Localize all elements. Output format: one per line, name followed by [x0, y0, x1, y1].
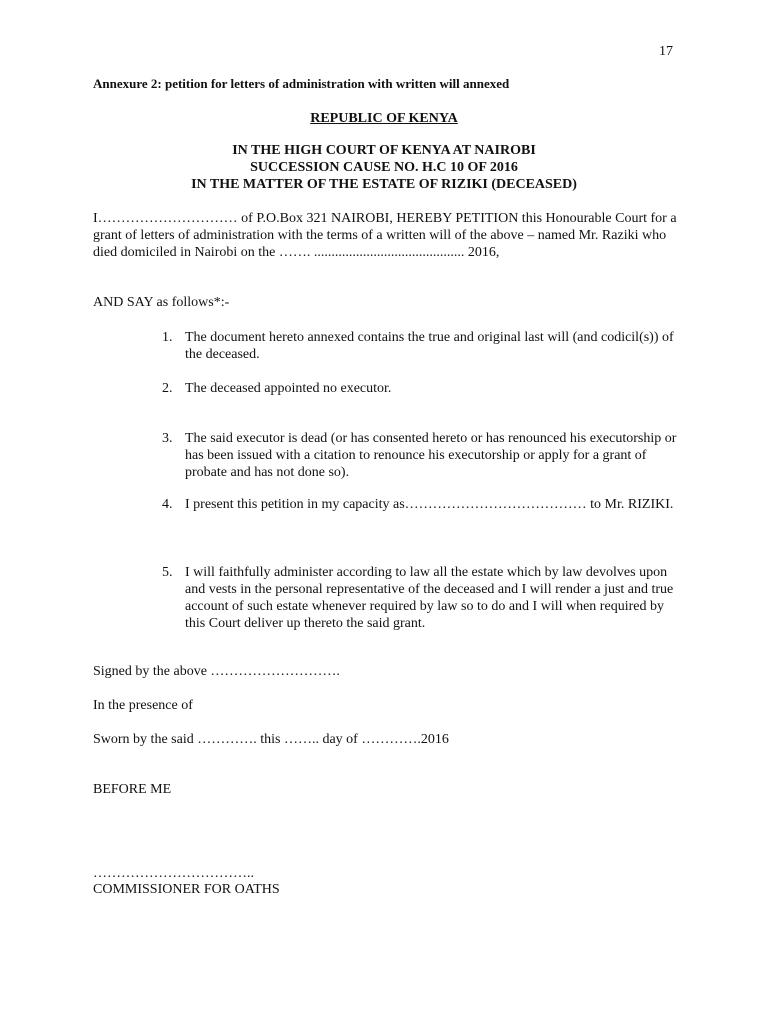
list-item-number: 4. — [162, 497, 173, 512]
list-item-text: I present this petition in my capacity as………………………………… to Mr. RIZIKI. — [185, 497, 674, 512]
list-item-number: 3. — [162, 431, 173, 446]
republic-heading: REPUBLIC OF KENYA — [310, 111, 458, 126]
commissioner-label: COMMISSIONER FOR OATHS — [93, 882, 280, 897]
list-item-text: I will faithfully administer according to law all the estate which by law devolves upon and vests in the personal representative of the deceased and I will render a just and true account of such estate whenever required by law so to do and I will when required by this Court deliver up thereto the said grant. — [185, 565, 674, 631]
petition-paragraph: I………………………… of P.O.Box 321 NAIROBI, HEREBY PETITION this Honourable Court for a grant of letters of administration with the terms of a written will of the above – named Mr. Raziki who died domiciled in Nairobi on the ……. ........................................... 2016, — [93, 211, 677, 260]
signed-line: Signed by the above ………………………. — [93, 664, 340, 679]
list-item-number: 5. — [162, 565, 173, 580]
before-me-line: BEFORE ME — [93, 782, 172, 797]
list-item-text: The deceased appointed no executor. — [185, 381, 392, 396]
succession-cause-heading: SUCCESSION CAUSE NO. H.C 10 OF 2016 — [250, 160, 518, 175]
list-item — [162, 564, 682, 632]
list-item-text: The document hereto annexed contains the true and original last will (and codicil(s)) of the deceased. — [185, 330, 674, 362]
list-item — [162, 380, 682, 397]
list-item — [162, 430, 682, 481]
annexure-title: Annexure 2: petition for letters of administration with written will annexed — [93, 76, 510, 91]
court-heading: IN THE HIGH COURT OF KENYA AT NAIROBI — [232, 143, 536, 158]
sworn-line: Sworn by the said …………. this …….. day of ………….2016 — [93, 732, 449, 747]
list-item-number: 1. — [162, 330, 173, 345]
list-item-number: 2. — [162, 381, 173, 396]
and-say-line: AND SAY as follows*:- — [93, 295, 230, 310]
list-item — [162, 329, 682, 363]
page-number: 17 — [659, 44, 673, 59]
list-item — [162, 496, 682, 513]
list-item-text: The said executor is dead (or has consented hereto or has renounced his executorship or has been issued with a citation to renounce his executorship or apply for a grant of probate and has not done so). — [185, 431, 677, 480]
estate-matter-heading: IN THE MATTER OF THE ESTATE OF RIZIKI (DECEASED) — [191, 177, 577, 192]
presence-line: In the presence of — [93, 698, 193, 713]
signature-line: …………………………….. — [93, 866, 254, 881]
